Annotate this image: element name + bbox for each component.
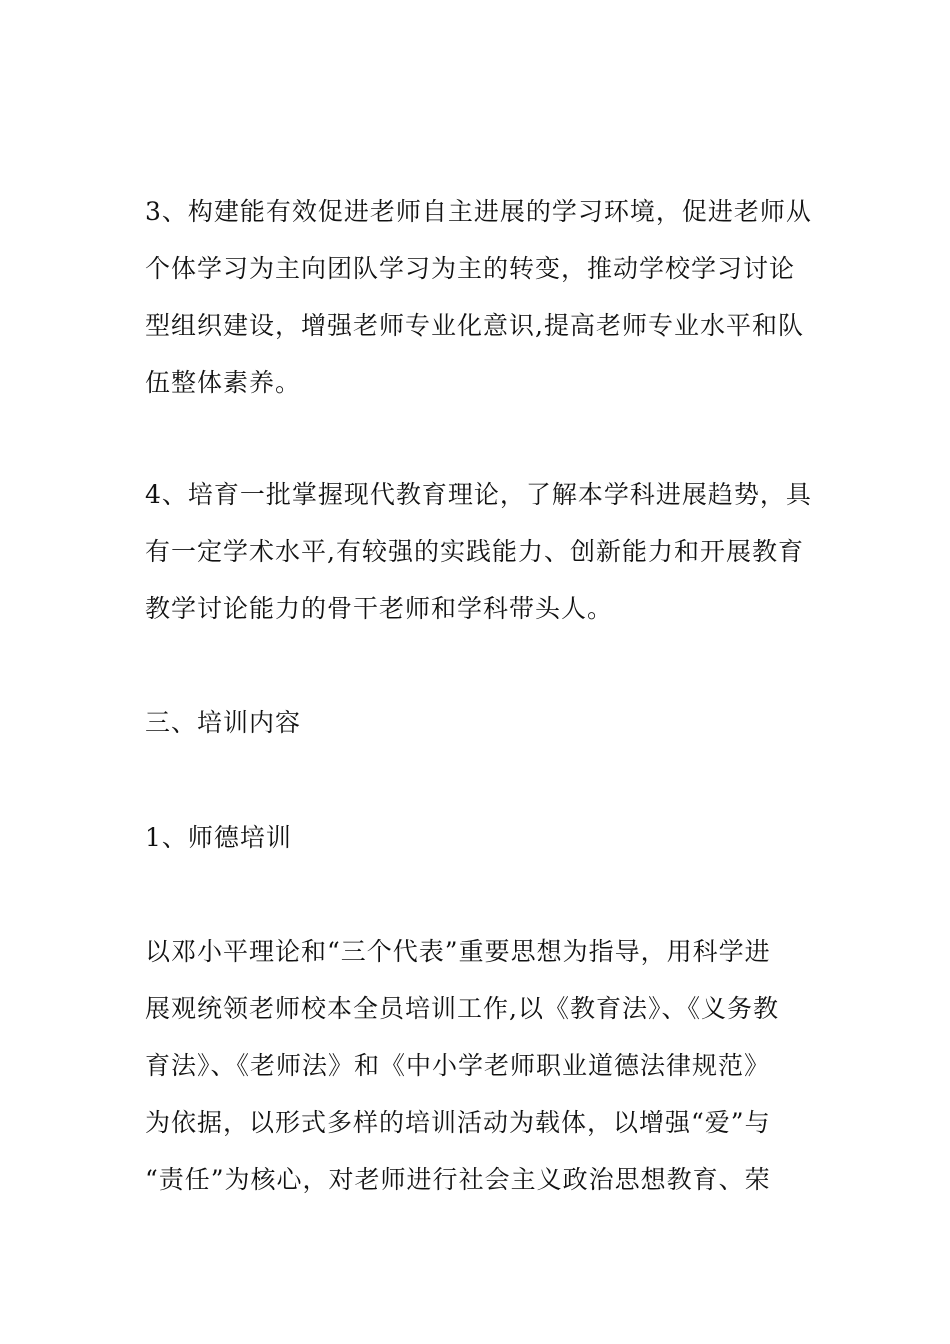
text-line: 个体学习为主向团队学习为主的转变，推动学校学习讨论 <box>145 254 796 283</box>
subsection-heading-ethics-training <box>145 809 810 866</box>
paragraph-ethics-body <box>145 923 810 1208</box>
section-heading: 三、培训内容 <box>145 708 302 737</box>
section-heading-training-content <box>145 694 810 751</box>
text-line: 以邓小平理论和“三个代表”重要思想为指导，用科学进 <box>145 937 771 966</box>
text-line: 伍整体素养。 <box>145 368 302 397</box>
paragraph-goal-4 <box>145 466 810 637</box>
text-line: 4、培育一批掌握现代教育理论，了解本学科进展趋势，具 <box>145 480 812 509</box>
subsection-heading: 1、师德培训 <box>145 823 292 852</box>
text-line: “责任”为核心，对老师进行社会主义政治思想教育、荣 <box>145 1165 771 1194</box>
text-line: 型组织建设，增强老师专业化意识,提高老师专业水平和队 <box>145 311 804 340</box>
text-line: 为依据，以形式多样的培训活动为载体，以增强“爱”与 <box>145 1108 771 1137</box>
text-line: 3、构建能有效促进老师自主进展的学习环境，促进老师从 <box>145 197 812 226</box>
text-line: 教学讨论能力的骨干老师和学科带头人。 <box>145 594 614 623</box>
text-line: 育法》、《老师法》和《中小学老师职业道德法律规范》 <box>145 1051 771 1080</box>
text-line: 有一定学术水平,有较强的实践能力、创新能力和开展教育 <box>145 537 804 566</box>
text-line: 展观统领老师校本全员培训工作,以《教育法》、《义务教 <box>145 994 779 1023</box>
paragraph-goal-3 <box>145 183 810 411</box>
